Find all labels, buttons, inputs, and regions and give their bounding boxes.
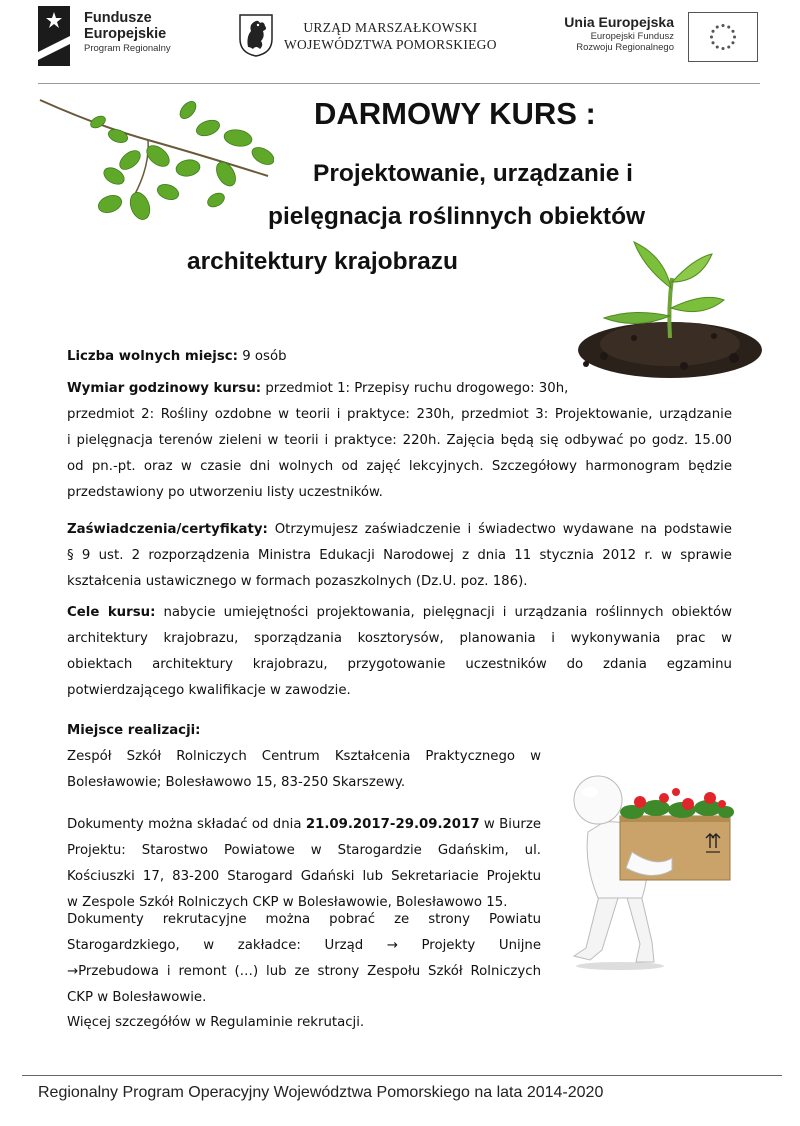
documents-paragraph <box>67 812 541 916</box>
header-divider <box>38 83 760 84</box>
eu-line2: Europejski Fundusz <box>590 30 674 42</box>
goals-line1: nabycie umiejętności projektowania, pielęgnacji i urządzania roślinnych obiektów <box>163 605 732 620</box>
footer-program-name: Regionalny Program Operacyjny Województwa Pomorskiego na lata 2014-2020 <box>38 1084 604 1101</box>
hours-paragraph <box>67 376 732 506</box>
header-logos <box>0 0 800 84</box>
eu-flag-icon <box>688 12 758 62</box>
seats-label: Liczba wolnych miejsc: <box>67 349 238 364</box>
hours-line3: i pielęgnacja terenów zieleni w teorii i praktyce: 220h. Zajęcia będą się odbywać po godz. 15.00 <box>67 433 732 448</box>
download-paragraph <box>67 907 541 1011</box>
eu-line3: Rozwoju Regionalnego <box>576 42 674 54</box>
location-paragraph <box>67 718 541 796</box>
hours-line4: od pn.-pt. oraz w czasie dni wolnych od zajęć lekcyjnych. Szczegółowy harmonogram będzie <box>67 459 732 474</box>
certificates-paragraph <box>67 517 732 595</box>
hours-line2: przedmiot 2: Rośliny ozdobne w teorii i praktyce: 230h, przedmiot 3: Projektowanie, urządzanie <box>67 407 732 422</box>
figure-carrying-flower-box-icon <box>560 772 736 972</box>
download-line1: Dokumenty rekrutacyjne można pobrać ze strony Powiatu <box>67 912 541 927</box>
leafy-branch-icon <box>38 96 274 236</box>
certs-label: Zaświadczenia/certyfikaty: <box>67 522 268 537</box>
marshal-line1: URZĄD MARSZAŁKOWSKI <box>303 20 478 35</box>
more-details-paragraph <box>67 1010 541 1036</box>
fe-line3: Program Regionalny <box>84 43 171 55</box>
place-label: Miejsce realizacji: <box>67 723 201 738</box>
fe-line2: Europejskie <box>84 26 167 43</box>
docs-line4: w Zespole Szkół Rolniczych CKP w Bolesławowie, Bolesławowo 15. <box>67 895 508 910</box>
hours-line5: przedstawiony po utworzeniu listy uczestników. <box>67 485 383 500</box>
eu-line1: Unia Europejska <box>564 14 674 30</box>
fe-line1: Fundusze <box>84 10 152 26</box>
place-line2: Bolesławowie; Bolesławowo 15, 83-250 Skarszewy. <box>67 775 406 790</box>
docs-line1c: w Biurze <box>479 817 541 832</box>
place-line1: Zespół Szkół Rolniczych Centrum Kształcenia Praktycznego w <box>67 749 541 764</box>
marshal-line2: WOJEWÓDZTWA POMORSKIEGO <box>284 36 497 52</box>
course-goals-paragraph <box>67 600 732 704</box>
docs-line2: Projektu: Starostwo Powiatowe w Starogardzie Gdańskim, ul. <box>67 843 541 858</box>
fundusze-europejskie-text <box>84 10 171 55</box>
seats-value: 9 osób <box>242 349 287 364</box>
more-details-text: Więcej szczegółów w Regulaminie rekrutacji. <box>67 1015 365 1030</box>
footer-divider <box>22 1075 782 1076</box>
goals-line4: potwierdzającego kwalifikacje w zawodzie. <box>67 683 351 698</box>
goals-line2: architektury krajobrazu, sporządzania kosztorysów, planowania i wykonywania prac w <box>67 631 732 646</box>
download-line4: CKP w Bolesławowie. <box>67 990 207 1005</box>
page-title: DARMOWY KURS : <box>314 96 596 131</box>
pomorskie-griffin-crest-icon <box>238 13 274 57</box>
course-subtitle-line2: pielęgnacja roślinnych obiektów <box>268 203 646 230</box>
certs-line1: Otrzymujesz zaświadczenie i świadectwo wydawane na podstawie <box>274 522 732 537</box>
docs-line1a: Dokumenty można składać od dnia <box>67 817 306 832</box>
fundusze-europejskie-logo-icon <box>38 6 70 66</box>
course-subtitle-line1: Projektowanie, urządzanie i <box>313 160 633 187</box>
eu-text <box>564 14 674 54</box>
certs-line2: § 9 ust. 2 rozporządzenia Ministra Edukacji Narodowej z dnia 11 stycznia 2012 r. w sprawie <box>67 548 732 563</box>
hours-label: Wymiar godzinowy kursu: <box>67 381 262 396</box>
goals-label: Cele kursu: <box>67 605 156 620</box>
course-subtitle-line3: architektury krajobrazu <box>187 248 458 275</box>
docs-dates: 21.09.2017-29.09.2017 <box>305 817 480 832</box>
certs-line3: kształcenia ustawicznego w formach pozaszkolnych (Dz.U. poz. 186). <box>67 574 528 589</box>
seats-paragraph <box>67 344 732 370</box>
goals-line3: obiektach architektury krajobrazu, przygotowanie uczestników do zdania egzaminu <box>67 657 732 672</box>
download-line3: →Przebudowa i remont (…) lub ze strony Zespołu Szkół Rolniczych <box>67 964 541 979</box>
docs-line3: Kościuszki 17, 83-200 Starogard Gdański lub Sekretariacie Projektu <box>67 869 541 884</box>
hours-line1: przedmiot 1: Przepisy ruchu drogowego: 30h, <box>265 381 569 396</box>
marshal-office-text <box>284 20 497 54</box>
download-line2: Starogardzkiego, w zakładce: Urząd → Projekty Unijne <box>67 938 541 953</box>
